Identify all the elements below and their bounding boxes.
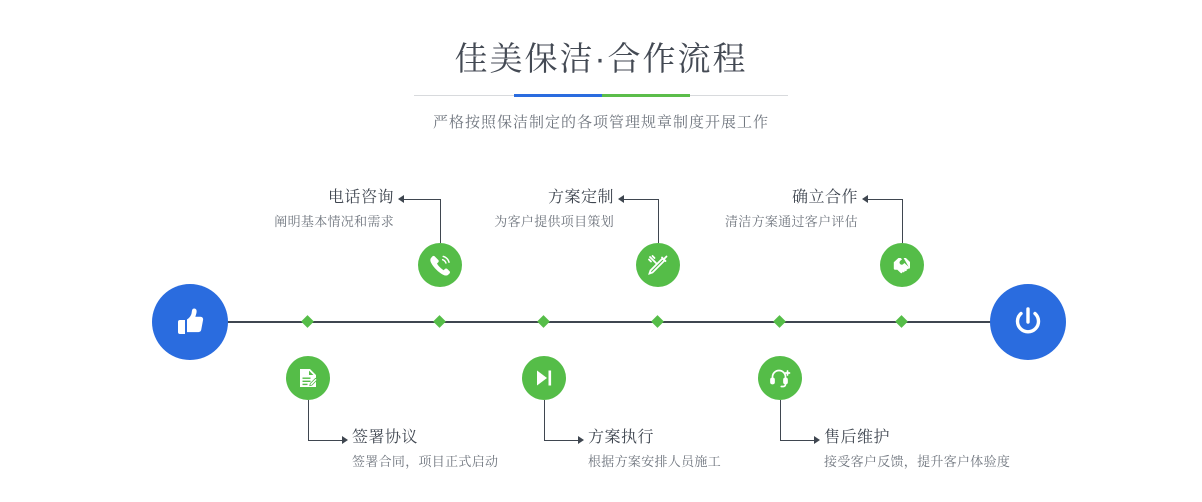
lead-arrow-step-2: [342, 436, 348, 444]
axis-dot-step-4: [537, 315, 550, 328]
node-step-3[interactable]: [636, 243, 680, 287]
lead-line-step-6: [780, 400, 781, 440]
axis-dot-step-3: [651, 315, 664, 328]
caption-step-3: [414, 188, 614, 232]
thumbs-up-icon: [172, 304, 208, 340]
caption-title: 售后维护: [824, 429, 891, 446]
node-step-2[interactable]: [286, 356, 330, 400]
caption-desc: 根据方案安排人员施工: [588, 454, 722, 469]
page-title: 佳美保洁·合作流程: [454, 40, 748, 77]
document-edit-icon: [296, 366, 320, 390]
caption-desc: 接受客户反馈，提升客户体验度: [824, 454, 1011, 469]
node-step-5[interactable]: [880, 243, 924, 287]
caption-title: 签署协议: [352, 429, 419, 446]
node-step-1[interactable]: [418, 243, 462, 287]
lead-line-step-2: [308, 400, 309, 440]
lead-line-step-3-h: [624, 199, 658, 200]
title-divider: [414, 94, 788, 97]
axis-dot-step-1: [433, 315, 446, 328]
axis-dot-step-5: [895, 315, 908, 328]
handshake-icon: [890, 253, 914, 277]
caption-desc: 为客户提供项目策划: [494, 214, 614, 229]
lead-arrow-step-5: [862, 195, 868, 203]
header: [0, 0, 1202, 132]
phone-call-icon: [428, 253, 452, 277]
axis-dot-step-2: [301, 315, 314, 328]
lead-line-step-4-h: [544, 440, 578, 441]
caption-title: 方案定制: [547, 189, 614, 206]
caption-desc: 签署合同，项目正式启动: [352, 454, 499, 469]
page-subtitle: 严格按照保洁制定的各项管理规章制度开展工作: [432, 114, 769, 131]
caption-title: 方案执行: [588, 429, 655, 446]
lead-line-step-5: [902, 199, 903, 243]
headset-support-icon: [768, 366, 792, 390]
divider-accent-blue: [514, 94, 602, 97]
caption-title: 确立合作: [791, 189, 858, 206]
caption-step-5: [658, 188, 858, 232]
power-icon: [1009, 303, 1047, 341]
lead-arrow-step-1: [398, 195, 404, 203]
lead-line-step-4: [544, 400, 545, 440]
caption-step-1: [194, 188, 394, 232]
lead-arrow-step-3: [618, 195, 624, 203]
pen-ruler-icon: [646, 253, 670, 277]
divider-accent-green: [602, 94, 690, 97]
lead-arrow-step-6: [814, 436, 820, 444]
lead-line-step-6-h: [780, 440, 814, 441]
lead-arrow-step-4: [578, 436, 584, 444]
timeline-end: [990, 284, 1066, 360]
axis-dot-step-6: [773, 315, 786, 328]
lead-line-step-5-h: [868, 199, 902, 200]
timeline-start: [152, 284, 228, 360]
caption-step-2: [352, 428, 612, 472]
timeline-axis: [160, 321, 1044, 323]
caption-desc: 清洁方案通过客户评估: [724, 214, 858, 229]
caption-title: 电话咨询: [327, 189, 394, 206]
node-step-4[interactable]: [522, 356, 566, 400]
play-forward-icon: [533, 367, 555, 389]
caption-step-4: [588, 428, 848, 472]
lead-line-step-2-h: [308, 440, 342, 441]
node-step-6[interactable]: [758, 356, 802, 400]
caption-desc: 阐明基本情况和需求: [274, 214, 394, 229]
caption-step-6: [824, 428, 1124, 472]
